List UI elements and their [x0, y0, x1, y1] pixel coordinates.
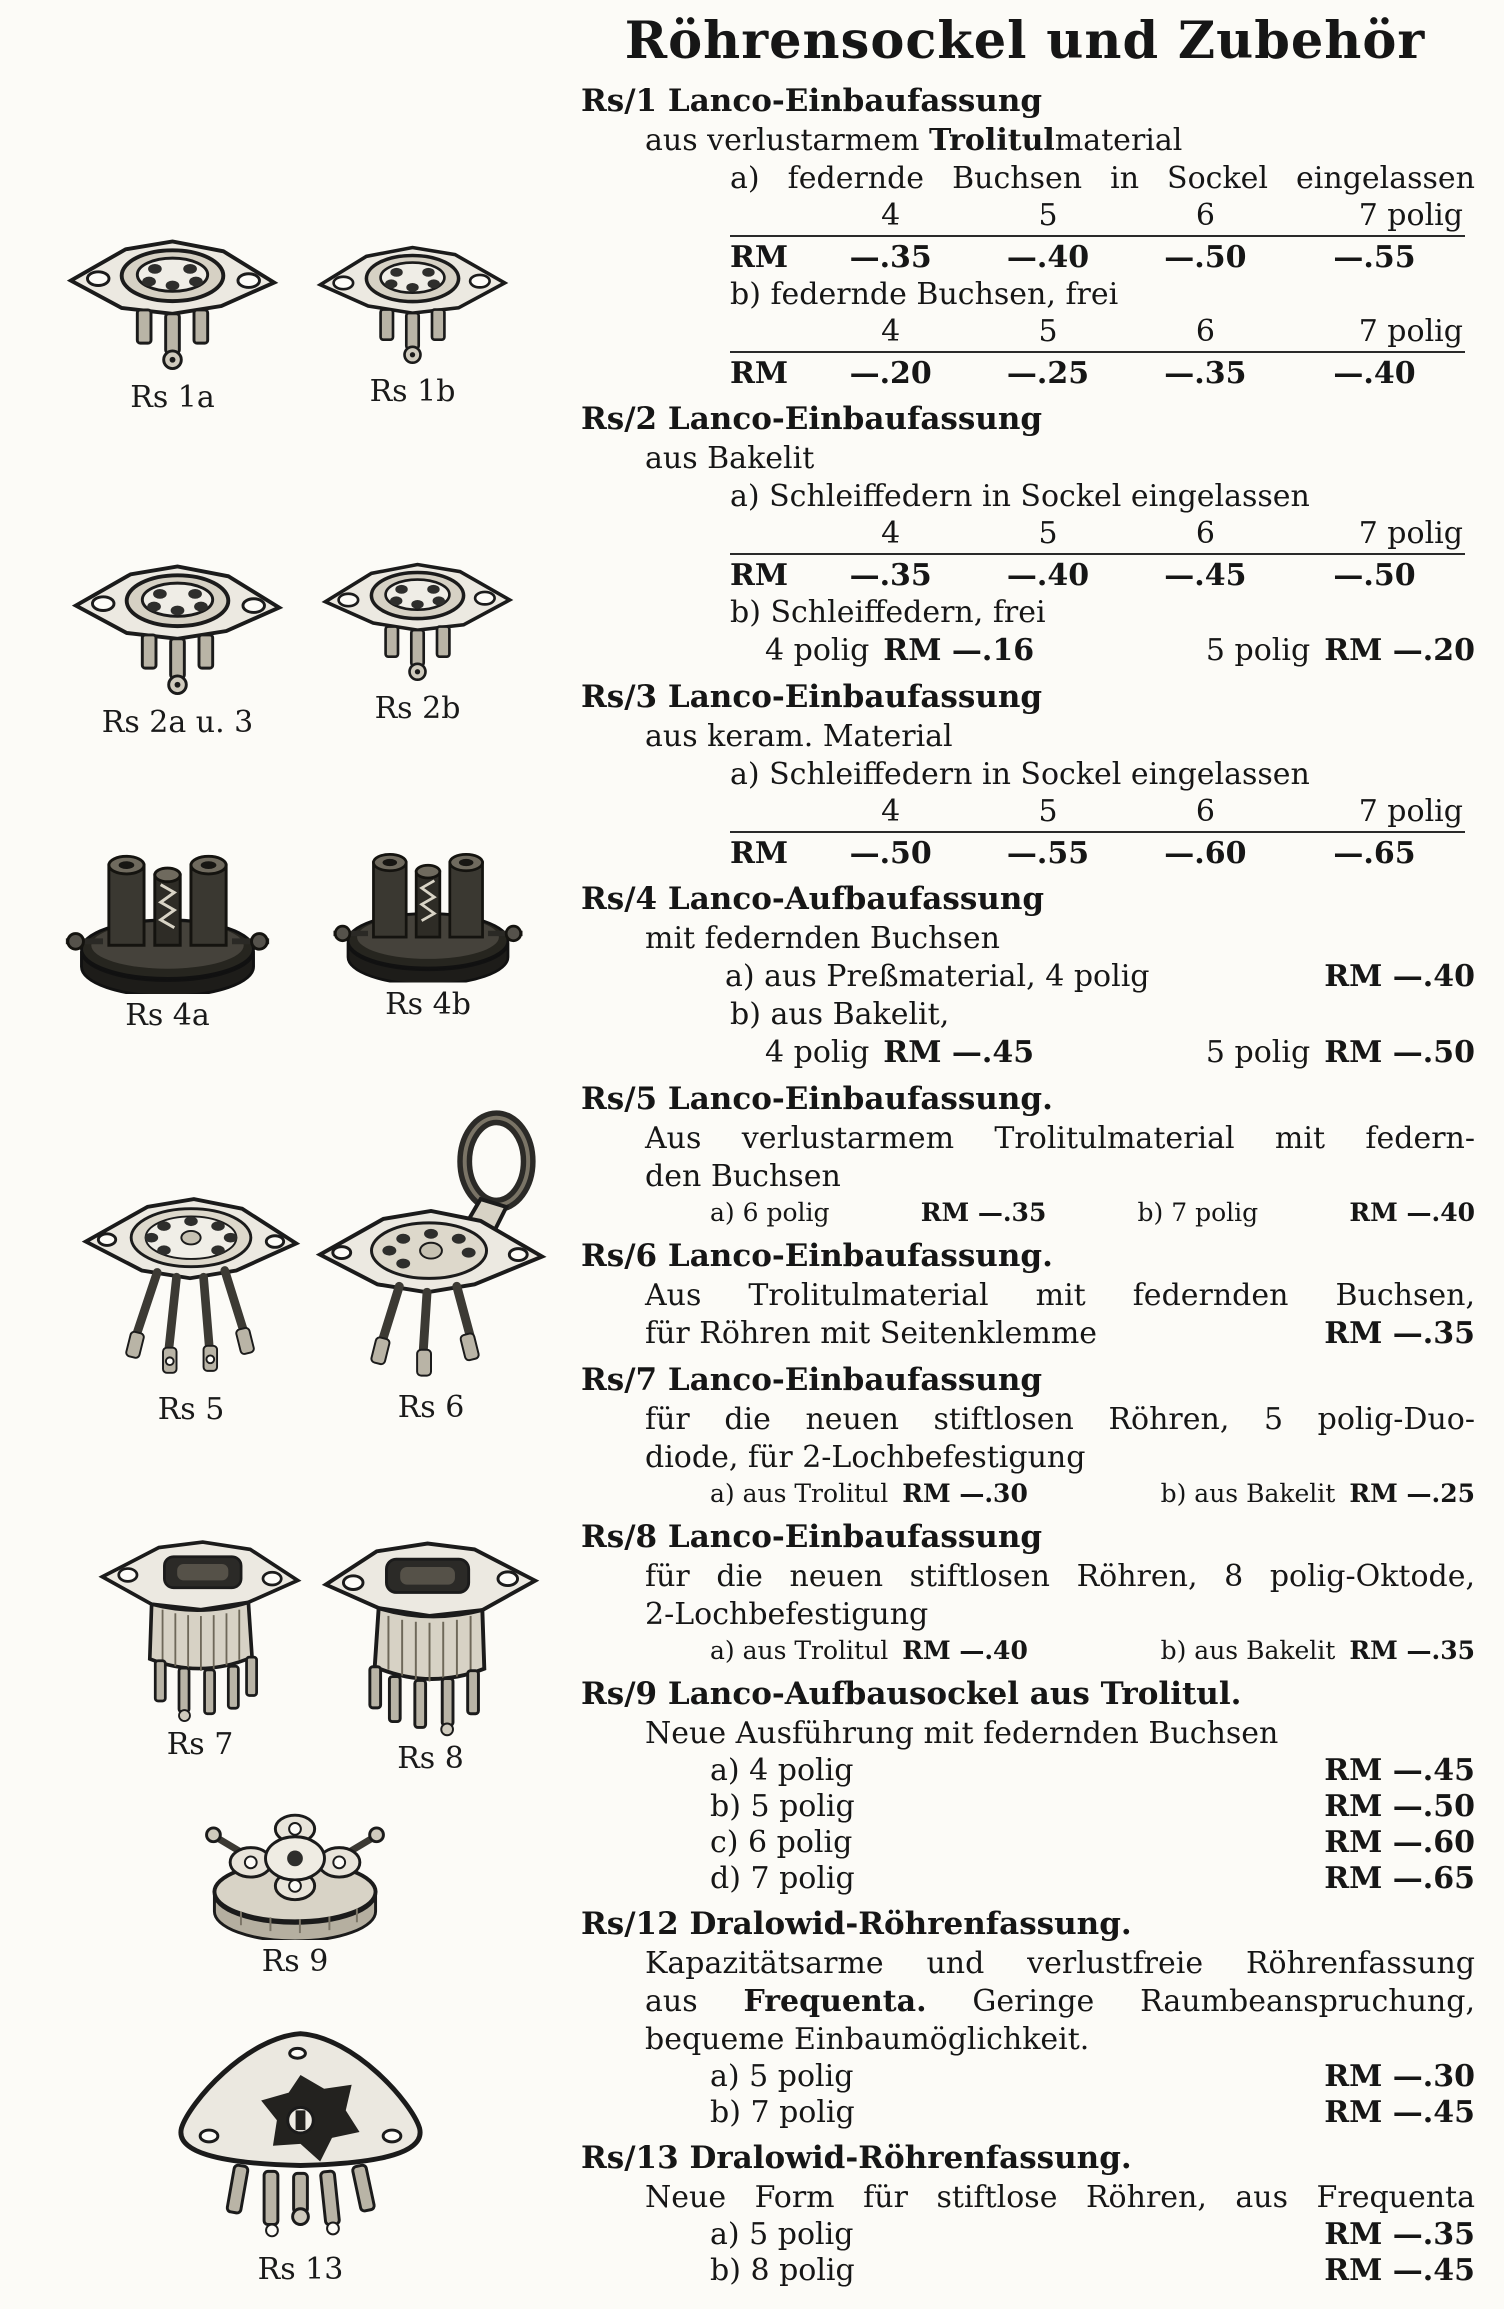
rs9-item-b	[710, 1789, 1475, 1825]
rs9-item-a-price: RM —.45	[1324, 1753, 1475, 1788]
rs1-table-a-prices	[730, 237, 1465, 276]
figure-rs4a-caption: Rs 4a	[125, 998, 210, 1034]
rs2-material: aus Bakelit	[645, 441, 815, 476]
rs13-item-a	[710, 2217, 1475, 2253]
rs8-pair-a	[710, 1634, 1028, 1667]
rs13-socket-engraving	[148, 2012, 453, 2248]
rs1-table-b-header-spacer	[730, 314, 812, 350]
rs7-a-price: RM —.30	[902, 1479, 1028, 1508]
rs3-table-a-col-4: 4	[881, 794, 901, 829]
rs1-heading: Rs/1 Lanco-Einbaufassung	[581, 83, 1043, 119]
rs3-price-table-a	[730, 794, 1465, 872]
rs9-item-c	[710, 1825, 1475, 1861]
rs5-prices	[710, 1196, 1475, 1229]
rs2-b-4polig-price: RM —.16	[883, 633, 1035, 668]
rs9-item-a	[710, 1753, 1475, 1789]
rs1-table-a-header-spacer	[730, 198, 812, 234]
rs13-item-b-price: RM —.45	[1324, 2253, 1475, 2288]
rs1-material-suffix: material	[1054, 123, 1183, 158]
rs2-table-a-prices	[730, 555, 1465, 594]
rs7-b-price: RM —.25	[1349, 1479, 1475, 1508]
figure-rs1a	[65, 220, 280, 415]
section-rs1	[575, 82, 1475, 392]
rs6-line2-row	[645, 1315, 1475, 1353]
rs8-pair-b	[1161, 1634, 1475, 1667]
rs2-b-5polig-label: 5 polig	[1205, 633, 1311, 668]
rs4-b-pair-4polig	[765, 1034, 1034, 1072]
rs3-item-a-label: a) Schleiffedern in Sockel eingelassen	[730, 757, 1310, 792]
rs4-b-4polig-label: 4 polig	[765, 1035, 870, 1070]
rs8-b-text: b) aus Bakelit	[1160, 1636, 1336, 1665]
rs5-line1: Aus verlustarmem Trolitulmaterial mit federn-	[645, 1121, 1475, 1156]
rs9-heading: Rs/9 Lanco-Aufbausockel aus Trolitul.	[581, 1676, 1242, 1712]
section-rs13	[575, 2139, 1475, 2289]
rs2-item-a-label: a) Schleiffedern in Sockel eingelassen	[730, 479, 1310, 514]
rs1-material-prefix: aus verlustarmem	[645, 123, 929, 158]
rs12-item-b-label: b) 7 polig	[710, 2095, 855, 2130]
rs4-b-5polig-label: 5 polig	[1205, 1035, 1311, 1070]
figure-rs1b	[315, 228, 510, 409]
rs5-b-price: RM —.40	[1349, 1198, 1475, 1227]
rs2-b-pair-5polig	[1206, 632, 1475, 670]
rs5-socket-engraving	[80, 1118, 302, 1388]
figure-rs2b-caption: Rs 2b	[374, 690, 461, 726]
rs3-table-a-col-7polig: 7 polig	[1358, 794, 1463, 829]
rs1-table-b-header	[730, 314, 1465, 353]
rs2-table-a-col-5: 5	[1038, 516, 1058, 551]
rs1-table-a-price-4: —.35	[849, 240, 932, 275]
page-title: Röhrensockel und Zubehör	[624, 11, 1426, 71]
rs12-item-b-price: RM —.45	[1324, 2095, 1475, 2130]
rs2-b-4polig-label: 4 polig	[765, 633, 870, 668]
rs7-pair-a	[710, 1477, 1028, 1510]
rs13-heading: Rs/13 Dralowid-Röhrenfassung.	[581, 2140, 1132, 2176]
rs8-heading: Rs/8 Lanco-Einbaufassung	[581, 1519, 1043, 1555]
rs1-item-a-label: a) federnde Buchsen in Sockel eingelassen	[730, 161, 1475, 196]
rs2-table-a-rm: RM	[730, 558, 789, 593]
rs9-line1: Neue Ausführung mit federnden Buchsen	[645, 1716, 1279, 1751]
rs7-prices	[710, 1477, 1475, 1510]
figure-rs2a-caption: Rs 2a u. 3	[101, 705, 254, 741]
figure-rs4b	[328, 828, 528, 1022]
rs8-line1: für die neuen stiftlosen Röhren, 8 polig-Oktode,	[645, 1559, 1475, 1594]
rs8-a-text: a) aus Trolitul	[710, 1636, 889, 1665]
rs2-b-pair-4polig	[765, 632, 1034, 670]
rs1-table-a-col-4: 4	[881, 198, 901, 233]
figure-rs5	[80, 1118, 302, 1427]
figure-rs8-caption: Rs 8	[397, 1741, 464, 1777]
rs6-heading: Rs/6 Lanco-Einbaufassung.	[581, 1238, 1053, 1274]
rs1a-socket-engraving	[65, 220, 280, 376]
rs4a-socket-engraving	[60, 828, 275, 994]
rs2-table-a-price-5: —.40	[1006, 558, 1090, 593]
rs7-line2: diode, für 2-Lochbefestigung	[645, 1440, 1086, 1475]
rs9-item-c-price: RM —.60	[1324, 1825, 1475, 1860]
rs4-a-price: RM —.40	[1324, 959, 1475, 994]
figure-rs1b-caption: Rs 1b	[369, 373, 456, 409]
rs2-table-a-price-7: —.50	[1333, 558, 1416, 593]
rs12-line1: Kapazitätsarme und verlustfreie Röhrenfassung	[645, 1946, 1475, 1981]
rs2b-socket-engraving	[320, 545, 515, 687]
rs13-item-a-label: a) 5 polig	[710, 2217, 854, 2252]
rs1-table-b-col-6: 6	[1195, 314, 1215, 349]
rs4-material: mit federnden Buchsen	[645, 921, 1000, 956]
rs3-table-a-price-6: —.60	[1164, 836, 1247, 871]
section-rs12	[575, 1905, 1475, 2131]
rs6-socket-engraving	[312, 1088, 550, 1386]
figure-rs6	[312, 1088, 550, 1425]
figure-rs2b	[320, 545, 515, 726]
figure-rs1a-caption: Rs 1a	[130, 380, 215, 416]
rs1-material-bold: Trolitul	[928, 123, 1055, 158]
rs1-table-a-rm: RM	[730, 240, 789, 275]
rs3-table-a-price-4: —.50	[849, 836, 932, 871]
rs1-table-b-price-6: —.35	[1164, 356, 1247, 391]
figure-rs9-caption: Rs 9	[261, 1943, 329, 1979]
rs4-item-b-label: b) aus Bakelit,	[730, 997, 950, 1032]
rs2-table-a-col-4: 4	[881, 516, 901, 551]
rs2-heading: Rs/2 Lanco-Einbaufassung	[581, 401, 1043, 437]
section-rs4	[575, 880, 1475, 1072]
rs3-material: aus keram. Material	[645, 719, 953, 754]
figure-rs4a	[60, 828, 275, 1033]
rs12-line2-bold: Frequenta.	[743, 1984, 927, 2019]
rs13-item-b-label: b) 8 polig	[710, 2253, 855, 2288]
rs7-line1: für die neuen stiftlosen Röhren, 5 polig-Duo-	[645, 1402, 1475, 1437]
rs1-item-b-label: b) federnde Buchsen, frei	[730, 277, 1119, 312]
rs1-material-line	[645, 122, 1475, 160]
rs3-table-a-prices	[730, 833, 1465, 872]
rs1-table-b-rm: RM	[730, 356, 789, 391]
figure-rs5-caption: Rs 5	[157, 1392, 225, 1428]
rs2-table-a-col-7polig: 7 polig	[1358, 516, 1463, 551]
rs1-table-a-price-5: —.40	[1006, 240, 1090, 275]
rs1-table-a-price-6: —.50	[1164, 240, 1247, 275]
rs2-table-a-price-6: —.45	[1164, 558, 1247, 593]
rs1-table-a-header	[730, 198, 1465, 237]
rs2-table-a-header	[730, 516, 1465, 555]
rs2-table-a-price-4: —.35	[849, 558, 932, 593]
rs3-table-a-rm: RM	[730, 836, 789, 871]
rs5-a-price: RM —.35	[920, 1198, 1047, 1227]
rs2-price-table-a	[730, 516, 1465, 594]
rs2a-socket-engraving	[70, 545, 285, 701]
figure-rs8	[318, 1522, 543, 1776]
rs1-table-b-col-7polig: 7 polig	[1358, 314, 1463, 349]
rs4-b-pair-5polig	[1206, 1034, 1475, 1072]
rs2-table-a-col-6: 6	[1195, 516, 1215, 551]
rs3-heading: Rs/3 Lanco-Einbaufassung	[581, 679, 1043, 715]
rs12-line2-suffix: Geringe Raumbeanspruchung,	[926, 1984, 1475, 2019]
rs12-line2	[645, 1983, 1475, 2021]
rs12-item-a-label: a) 5 polig	[710, 2059, 854, 2094]
figure-rs6-caption: Rs 6	[397, 1389, 465, 1425]
section-rs2	[575, 400, 1475, 670]
rs9-item-b-label: b) 5 polig	[710, 1789, 855, 1824]
rs1-table-b-col-4: 4	[881, 314, 901, 349]
rs7-a-text: a) aus Trolitul	[710, 1479, 889, 1508]
rs1-price-table-b	[730, 314, 1465, 392]
rs12-item-a-price: RM —.30	[1324, 2059, 1475, 2094]
rs9-item-d-label: d) 7 polig	[710, 1861, 855, 1896]
rs3-table-a-col-5: 5	[1038, 794, 1058, 829]
rs12-line2-prefix: aus	[645, 1984, 744, 2019]
rs4-b-4polig-price: RM —.45	[883, 1035, 1035, 1070]
rs1-price-table-a	[730, 198, 1465, 276]
rs3-table-a-header-spacer	[730, 794, 812, 830]
rs12-heading: Rs/12 Dralowid-Röhrenfassung.	[581, 1906, 1132, 1942]
rs5-line2: den Buchsen	[645, 1159, 841, 1194]
rs3-table-a-col-6: 6	[1195, 794, 1215, 829]
text-column	[575, 12, 1475, 2289]
rs13-item-a-price: RM —.35	[1324, 2217, 1475, 2252]
rs4-a-text: a) aus Preßmaterial, 4 polig	[725, 959, 1150, 994]
rs12-item-b	[710, 2095, 1475, 2131]
rs8-b-price: RM —.35	[1349, 1636, 1475, 1665]
rs3-table-a-price-5: —.55	[1006, 836, 1090, 871]
rs8-socket-engraving	[318, 1522, 543, 1737]
rs4-item-a	[725, 958, 1475, 996]
rs7-heading: Rs/7 Lanco-Einbaufassung	[581, 1362, 1043, 1398]
figure-rs4b-caption: Rs 4b	[385, 986, 471, 1022]
rs9-socket-engraving	[182, 1768, 408, 1940]
rs3-table-a-price-7: —.65	[1333, 836, 1416, 871]
rs1-table-b-price-4: —.20	[849, 356, 932, 391]
figure-rs7	[95, 1522, 305, 1762]
rs1-table-a-col-7polig: 7 polig	[1358, 198, 1463, 233]
rs5-heading: Rs/5 Lanco-Einbaufassung.	[581, 1081, 1053, 1117]
section-rs3	[575, 678, 1475, 872]
rs9-price-list	[575, 1753, 1475, 1897]
rs12-item-a	[710, 2059, 1475, 2095]
rs7-socket-engraving	[95, 1522, 305, 1723]
rs12-price-list	[575, 2059, 1475, 2131]
rs1-table-b-price-7: —.40	[1333, 356, 1416, 391]
rs2-item-b-prices	[765, 632, 1475, 670]
rs4-heading: Rs/4 Lanco-Aufbaufassung	[581, 881, 1045, 917]
figure-rs9	[182, 1768, 408, 1979]
rs13-price-list	[575, 2217, 1475, 2289]
rs1-table-a-col-5: 5	[1038, 198, 1058, 233]
rs5-a-label: a) 6 polig	[710, 1198, 830, 1227]
rs5-b-label: b) 7 polig	[1137, 1198, 1259, 1227]
rs7-pair-b	[1161, 1477, 1475, 1510]
rs1-table-a-col-6: 6	[1195, 198, 1215, 233]
rs8-prices	[710, 1634, 1475, 1667]
rs9-item-d	[710, 1861, 1475, 1897]
rs1-table-a-price-7: —.55	[1333, 240, 1416, 275]
rs4-item-b-prices	[765, 1034, 1475, 1072]
figure-rs2a	[70, 545, 285, 740]
rs4b-socket-engraving	[328, 828, 528, 983]
section-rs8	[575, 1518, 1475, 1667]
figure-rs13	[148, 2012, 453, 2287]
rs1-table-b-prices	[730, 353, 1465, 392]
rs6-line1: Aus Trolitulmaterial mit federnden Buchsen,	[645, 1278, 1475, 1313]
rs4-b-5polig-price: RM —.50	[1324, 1035, 1475, 1070]
rs2-item-b-label: b) Schleiffedern, frei	[730, 595, 1046, 630]
rs1-table-b-col-5: 5	[1038, 314, 1058, 349]
rs1-table-b-price-5: —.25	[1006, 356, 1090, 391]
rs9-item-b-price: RM —.50	[1324, 1789, 1475, 1824]
section-rs5	[575, 1080, 1475, 1229]
figure-rs13-caption: Rs 13	[257, 2252, 344, 2288]
section-rs6	[575, 1237, 1475, 1353]
rs3-table-a-header	[730, 794, 1465, 833]
rs8-a-price: RM —.40	[902, 1636, 1028, 1665]
rs9-item-a-label: a) 4 polig	[710, 1753, 854, 1788]
rs2-b-5polig-price: RM —.20	[1324, 633, 1475, 668]
rs6-line2: für Röhren mit Seitenklemme	[645, 1316, 1098, 1351]
rs9-item-d-price: RM —.65	[1324, 1861, 1475, 1896]
section-rs9	[575, 1675, 1475, 1897]
figure-rs7-caption: Rs 7	[166, 1726, 234, 1762]
rs13-line1: Neue Form für stiftlose Röhren, aus Frequenta	[645, 2180, 1475, 2215]
rs6-price: RM —.35	[1324, 1316, 1475, 1351]
rs2-table-a-header-spacer	[730, 516, 812, 552]
rs1b-socket-engraving	[315, 228, 510, 370]
rs12-line3: bequeme Einbaumöglichkeit.	[645, 2022, 1090, 2057]
rs7-b-text: b) aus Bakelit	[1160, 1479, 1336, 1508]
rs9-item-c-label: c) 6 polig	[710, 1825, 853, 1860]
section-rs7	[575, 1361, 1475, 1510]
rs13-item-b	[710, 2253, 1475, 2289]
rs8-line2: 2-Lochbefestigung	[645, 1597, 929, 1632]
